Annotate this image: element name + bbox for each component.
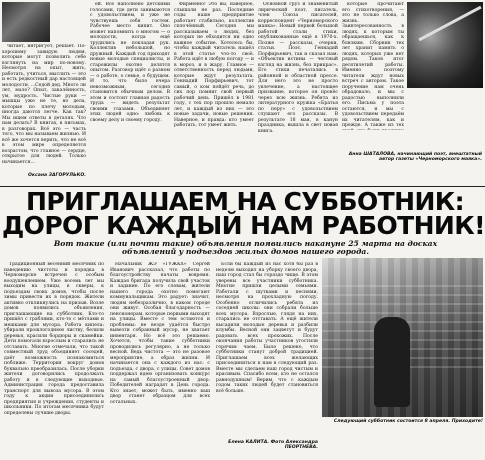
photo-caption: Следующий субботник состоится 8 апреля. Приходите!	[333, 419, 483, 424]
body-column-3-text: Если бы каждый из нас хотя бы раз в неделю выходил на уборку своего двора, наш город стал бы гораздо чище. В этом уверены все участники субботника. Многие пришли целыми семьями. Работали с шутками и песнями, несмотря на прохладную погоду. Особенно отличились ребята из соседней школы: они собрали больше всех мусора. Взрослые, глядя на них, старались не отставать. А ещё жители высадили молодые деревья и разбили клумбы. Весной они зацветут и будут радовать всех прохожих. После окончания работы участников угостили горячим чаем. Было решено, что субботники станут доброй традицией. Приглашаем всех желающих присоединиться к нам в следующий раз. Вместе мы сделаем наш город чистым и красивым. Спасибо всем, кто не остался равнодушным! Верим, что с каждым годом таких людей будет становиться всё больше.	[216, 262, 318, 394]
worker-figure	[374, 317, 410, 407]
top-column-2	[90, 2, 170, 180]
top-column-5b-text	[407, 90, 483, 96]
subbotnik-photo	[322, 258, 483, 417]
pen-photo	[407, 2, 483, 88]
body-column-2-text: Начальник ЖЭ «ГУЖКХ» Сергей Иванович рассказал, что работы по благоустройству начаты вовремя. Каждая бригада получила свой участок и задание. По его словам, жители нашего города охотно помогают коммунальщикам. Это радует: значит, людям небезразлично, в каком городе они живут. Особая благодарность — пенсионерам, которые первыми выходят на улицы. Вместе с тем остаются и проблемы: не везде удаётся быстро вывезти собранный мусор, не хватает инвентаря. Но всё это решаемо. Хочется, чтобы такие субботники проводились регулярно, а не только весной. Ведь чистота — это не разовое мероприятие, а образ жизни. И начинается она с каждого из нас: с подъезда, с двора, с улицы. Совет домов поддержал идею организовать конкурс на самый благоустроенный двор. Победителей наградят в День города. Кто знает, может быть, именно ваш двор станет образцом для всех остальных.	[110, 262, 210, 405]
headline-line-1: ПРИГЛАШАЕМ НА СУББОТНИК:	[26, 187, 464, 216]
top-column-2-text: ей. Всё наполнено детскими голосами, где дети занимаются с удовольствием, и уже не чувствуешь себя гостем. Рабочее место кипит. Оно может напомнить о многом — о молодости, когда ещё трудились не покладая рук. Коллектив небольшой, но дружный. Каждый год приходят новые молодые специалисты, и старожилы охотно делятся опытом. Разговор идёт о разном — о работе, о семье, о будущем. И то, что было вчера невозможным, сегодня становится обычным делом. В этом и состоит главная радость труда — видеть результат своими глазами. Объединяет этих людей одно: любовь к своему делу и своему городу.	[90, 2, 170, 123]
body-column-1	[4, 262, 104, 458]
lead-paragraph: Вот такие (или почти такие) объявления появились накануне 25 марта на досках объявлений у подъездов жилых домов нашего города.	[53, 239, 438, 257]
top-column-3	[174, 2, 254, 180]
top-column-1-signature: Оксана ЗАГОРУЛЬКО.	[27, 173, 86, 178]
body-column-3-signature: Елена КАЛИТА. Фото Александра ПЕОРТНЕВА.	[228, 440, 318, 451]
top-column-1	[2, 44, 86, 170]
top-column-5-signature: Анна ШАТАЛОВА, начинающий поэт, внештатный автор газеты «Черноморского маяка».	[348, 152, 482, 163]
top-column-1-text: читает, интригует, решает. По-хорошему завидую людям, которые могут позволить себе взглянуть на мир по-новому. Несмотря на опыт, жить, работать, учиться, мыслить — это и есть редкостный дар настоящей молодости. ...Седой дед. Много ли лет, мало? Опыт, закалённость, ум, мудрость. Чистые руки — мышцы уже не те, но дела, которые по плечу молодым, иногда даются легче. Как так? Мы ищем ответы в деталях. Что нам делать? В книгах, в письмах, в разговорах. Всё это — часть того, что мы называем жизнью. И всё же хочется верить, что не всё в этом мире определяется возрастом, что главное — сердце, открытое для людей. Только начинается...	[2, 44, 86, 165]
top-column-5b	[407, 90, 483, 150]
body-column-3	[216, 262, 318, 437]
body-column-1-text: Традиционный весенний месячник по наведению чистоты и порядка в Черноморске встречен с особым воодушевлением. Уже восемь лет мы выходим на улицы, в скверы, к подъездам своих домов, чтобы после зимы привести их в порядок. Жители активно откликнулись на призыв. Возле домов появились объявления, приглашающие на субботник. Кто-то пришёл с граблями, кто-то с мётлами и мешками для мусора. Работа кипела: убирали прошлогоднюю листву, белили деревья, красили бордюры и скамейки. Дети помогали взрослым и старались не отставать. Многие отмечали, что такой совместный труд объединяет соседей, даёт возможность познакомиться поближе. Территория вокруг домов буквально преобразилась. После уборки жители договорились продолжать работу и в следующие выходные. Администрация города предоставила транспорт для вывоза мусора. В этом году к акции присоединились предприятия и учреждения, студенты и школьники. По итогам месячника будут определены лучшие дворы.	[4, 262, 104, 416]
top-column-5-text: которые прочитают его стихотворения, — это не только слова, а жизнь. Заинтересованность в людях, к которым ты обращаешься, как к близким. Сборник тех лет хранит память о людях, которых уже нет рядом. Таков итог десятилетий работы. Именно поэтому читатели ждут новых встреч с автором. Такое поручение нам очень обрадовало, и мы с радостью выполнили его. Письма у поэта остаются, и мы с удовольствием передаём их читателям, как и прежде. А также из тех	[342, 2, 404, 128]
top-column-4-text: Основной груз и знаменитый лирический поэт, писатель, член Союза писателей, корреспондент «Черноморского маяка». Новый первой большой работой стали стихи, опубликованные ещё в 1970-х. Позже — рассказы, очерки, статьи. Поэт, Геннадий Порфирьевич, так и сказал нам: «Объектив истины — честный взгляд на жизнь, без прикрас». Его стихи печатались в районной и областной прессе. Для него это не просто увлечение, а настоящее призвание, которое он пронёс через всю жизнь. Ребята из литературного кружка «Братья по перу» с удовольствием слушают его рассказы. В результате 18 мая, в канун праздника, вышла в свет новая книга.	[258, 2, 338, 134]
previous-article	[0, 0, 485, 188]
author-photo	[2, 2, 50, 42]
top-column-5	[342, 2, 404, 130]
top-column-4	[258, 2, 338, 180]
headline-line-2: ДОРОГ КАЖДЫЙ НАМ РАБОТНИК!	[2, 211, 485, 240]
top-column-3-text: Фирменно! Это вы, наверное, слышали не раз. Последние годы наше предприятие работает стабильно, коллектив сплочённый. Сегодня мы рассказываем о людях, без которых не обходится ни одно важное событие. Хотелось бы, чтобы каждый читатель нашёл в этой статье что-то своё. Работа идёт в любую погоду — и в мороз, и в жару. Главное — ответственность перед людьми, которые ждут результата. Геннадий Порфирьевич, тот самый, о ком пойдёт речь, до сих пор помнит свой первый рабочий день. Пришёл в 1981 году, с тех пор прошло немало лет, и каждый из них — это новые задачи, новые решения. Наверное, и правда: кто умеет работать, тот умеет жить.	[174, 2, 254, 128]
body-column-2	[110, 262, 210, 458]
